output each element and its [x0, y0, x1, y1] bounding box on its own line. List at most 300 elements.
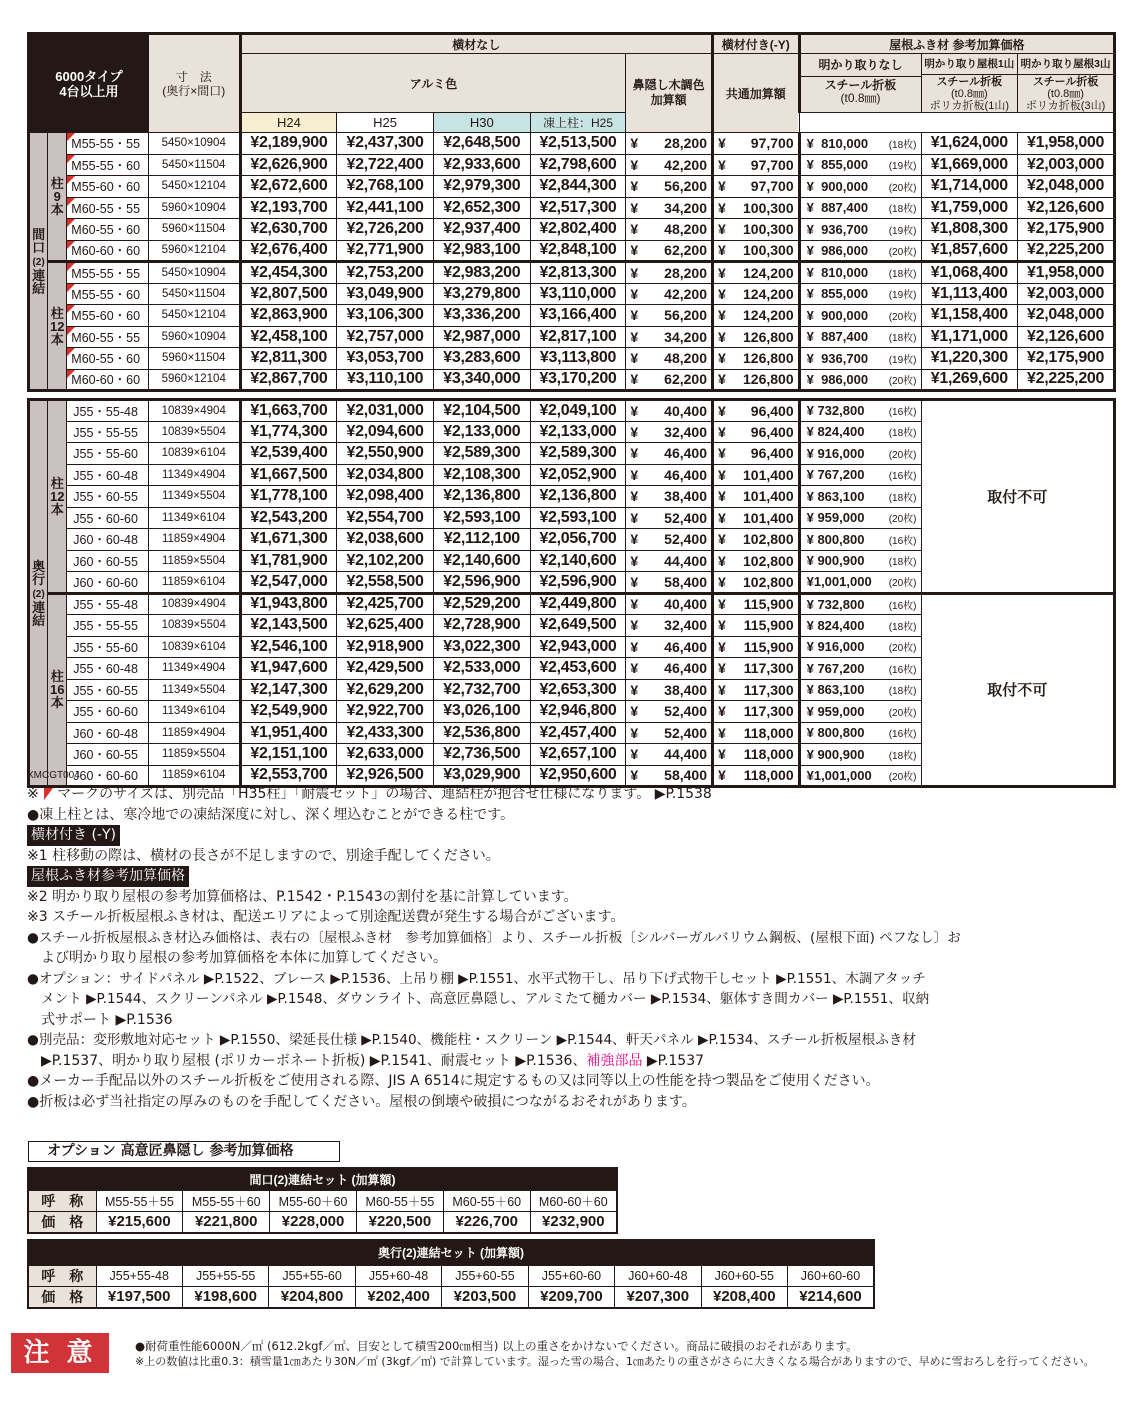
steel-roof-price: ¥ 767,200 (16枚)	[799, 658, 921, 680]
nose-cover-addition: ¥ 46,400	[626, 636, 713, 658]
nose-cover-addition: ¥ 48,200	[626, 219, 713, 241]
steel-roof-price: ¥ 887,400 (18枚)	[799, 326, 921, 348]
price-h24: ¥2,867,700	[240, 369, 337, 391]
model-name: M55-55・60	[67, 283, 149, 305]
option-model-name: M60-60＋60	[530, 1190, 617, 1211]
price-h30: ¥2,112,100	[433, 529, 530, 551]
model-name: M55-60・60	[67, 305, 149, 327]
steel-roof-price: ¥ 959,000 (20枚)	[799, 701, 921, 723]
dimension: 5450×12104	[148, 305, 240, 327]
steel-roof-price: ¥ 959,000 (20枚)	[799, 507, 921, 529]
steel-roof-price: ¥ 767,200 (16枚)	[799, 464, 921, 486]
price-h24: ¥2,458,100	[240, 326, 337, 348]
price-frost-post: ¥2,457,400	[530, 722, 626, 744]
skylight-3-price: ¥1,958,000	[1018, 133, 1115, 155]
option-model-name: M55-55＋60	[183, 1190, 270, 1211]
price-h24: ¥2,147,300	[240, 679, 337, 701]
price-h30: ¥2,728,900	[433, 615, 530, 637]
price-h30: ¥2,652,300	[433, 197, 530, 219]
skylight-3-price: ¥2,225,200	[1018, 240, 1115, 262]
steel-roof-price: ¥ 810,000 (18枚)	[799, 133, 921, 155]
option-price: ¥208,400	[701, 1286, 787, 1308]
table-row	[29, 326, 1115, 348]
dimension: 11859×6104	[148, 572, 240, 594]
price-frost-post: ¥3,166,400	[530, 305, 626, 327]
common-addition: ¥ 117,300	[712, 658, 799, 680]
skylight-3-price: ¥2,003,000	[1018, 154, 1115, 176]
dimension: 5450×12104	[148, 176, 240, 198]
model-name: M55-55・60	[67, 154, 149, 176]
skylight-1-price: ¥1,808,300	[921, 219, 1018, 241]
dimension: 11859×5504	[148, 550, 240, 572]
not-available-cell: 取付不可	[921, 400, 1115, 594]
option-title: オプション 高意匠鼻隠し 参考加算価格	[28, 1141, 340, 1162]
option-note: ●オプション：サイドパネル ▶P.1522、ブレース ▶P.1536、上吊り棚 ▶P.1551、水平式物干し、吊り下げ式物干しセット ▶P.1551、木調アタッチ	[27, 970, 926, 987]
dimension: 11859×6104	[148, 765, 240, 787]
caution-line-1: ●耐荷重性能6000N／㎡ (612.2kgf／㎡、目安として積雪200㎝相当) 以上の重さをかけないでください。商品に破損のおそれがあります。	[135, 1339, 858, 1353]
option-model-name: J60+60-60	[788, 1265, 875, 1286]
red-mark-icon	[44, 788, 53, 800]
note-1: ※1 柱移動の際は、横材の長さが不足しますので、別途手配してください。	[27, 847, 500, 864]
price-h24: ¥2,626,900	[240, 154, 337, 176]
table-code: XMCGT004	[27, 770, 80, 781]
option-model-name: J55+55-55	[182, 1265, 268, 1286]
nose-cover-header: 鼻隠し木調色 加算額	[626, 54, 713, 133]
depth-option-table	[27, 1239, 875, 1309]
separate-item-note: ●別売品：変形敷地対応セット ▶P.1550、梁延長仕様 ▶P.1540、機能柱・スクリーン ▶P.1544、軒天パネル ▶P.1534、スチール折板屋根ふき材	[27, 1032, 917, 1048]
steel-roof-price: ¥ 732,800 (16枚)	[799, 400, 921, 422]
price-h30: ¥2,987,000	[433, 326, 530, 348]
price-frost-post: ¥2,798,600	[530, 154, 626, 176]
label-price: 価 格	[28, 1286, 96, 1308]
price-h25: ¥2,429,500	[337, 658, 434, 680]
price-h24: ¥2,672,600	[240, 176, 337, 198]
skylight-1-price: ¥1,113,400	[921, 283, 1018, 305]
option-model-name: J60+60-55	[701, 1265, 787, 1286]
steel-roof-price: ¥ 810,000 (18枚)	[799, 262, 921, 284]
common-addition: ¥ 124,200	[712, 305, 799, 327]
steel-roof-price: ¥ 986,000 (20枚)	[799, 369, 921, 391]
price-frost-post: ¥3,110,000	[530, 283, 626, 305]
price-h30: ¥3,279,800	[433, 283, 530, 305]
steel-note: ●スチール折板屋根ふき材込み価格は、表右の〔屋根ふき材 参考加算価格〕より、スチール折板〔シルバーガルバリウム鋼板、(屋根下面) ペフなし〕お	[27, 929, 961, 946]
steel-roof-price: ¥ 824,400 (18枚)	[799, 615, 921, 637]
price-h25: ¥3,053,700	[337, 348, 434, 370]
skylight-1-price: ¥1,669,000	[921, 154, 1018, 176]
common-addition: ¥ 102,800	[712, 572, 799, 594]
model-name: M55-55・55	[67, 133, 149, 155]
common-addition: ¥ 96,400	[712, 443, 799, 465]
nose-cover-addition: ¥ 46,400	[626, 658, 713, 680]
skylight-1-price: ¥1,759,000	[921, 197, 1018, 219]
steel-roof-price: ¥ 863,100 (18枚)	[799, 486, 921, 508]
col-h24: H24	[240, 113, 337, 133]
price-frost-post: ¥2,596,900	[530, 572, 626, 594]
skylight-1-price: ¥1,857,600	[921, 240, 1018, 262]
dimension: 5960×12104	[148, 369, 240, 391]
option-model-name: J55+60-48	[355, 1265, 441, 1286]
post-count-label: 柱 16 本	[48, 593, 67, 787]
dimension: 11349×5504	[148, 486, 240, 508]
steel-note-cont: よび明かり取り屋根の参考加算価格を本体に加算してください。	[41, 950, 447, 966]
label-name: 呼 称	[28, 1265, 96, 1286]
option-price: ¥209,700	[528, 1286, 614, 1308]
nose-cover-addition: ¥ 40,400	[626, 593, 713, 615]
price-h24: ¥2,189,900	[240, 133, 337, 155]
skylight-1-price: ¥1,068,400	[921, 262, 1018, 284]
price-h25: ¥2,441,100	[337, 197, 434, 219]
dimension: 5960×10904	[148, 197, 240, 219]
nose-cover-addition: ¥ 28,200	[626, 133, 713, 155]
nose-cover-addition: ¥ 44,400	[626, 550, 713, 572]
price-frost-post: ¥2,052,900	[530, 464, 626, 486]
price-h25: ¥2,629,200	[337, 679, 434, 701]
price-h25: ¥2,094,600	[337, 421, 434, 443]
option-note-cont2: 式サポート ▶P.1536	[41, 1011, 173, 1028]
steel-roof-price: ¥ 900,900 (18枚)	[799, 744, 921, 766]
option-model-name: M60-55＋60	[443, 1190, 530, 1211]
price-h24: ¥1,781,900	[240, 550, 337, 572]
table-row	[29, 400, 1115, 422]
price-h24: ¥2,807,500	[240, 283, 337, 305]
mark-note: ※ マークのサイズは、別売品「H35柱」「耐震セット」の場合、連結柱が抱合せ仕様になります。 ▶P.1538	[27, 786, 712, 802]
price-h30: ¥2,140,600	[433, 550, 530, 572]
price-h30: ¥2,533,000	[433, 658, 530, 680]
group-with-crossbar: 横材付き(-Y)	[712, 34, 799, 54]
group-no-crossbar: 横材なし	[240, 34, 712, 54]
common-addition: ¥ 126,800	[712, 348, 799, 370]
option-price: ¥214,600	[788, 1286, 875, 1308]
thickness-note: ●折板は必ず当社指定の厚みのものを手配してください。屋根の倒壊や破損につながるおそれがあります。	[27, 1093, 696, 1110]
common-addition: ¥ 97,700	[712, 154, 799, 176]
table-row	[29, 154, 1115, 176]
skylight-1-price: ¥1,714,000	[921, 176, 1018, 198]
steel-roof-price: ¥ 800,800 (16枚)	[799, 529, 921, 551]
depth-option-title: 奥行(2)連結セット (加算額)	[28, 1240, 874, 1265]
model-name: M60-60・60	[67, 369, 149, 391]
crossbar-band: 横材付き (-Y)	[27, 825, 120, 846]
price-h25: ¥2,437,300	[337, 133, 434, 155]
price-h25: ¥2,722,400	[337, 154, 434, 176]
option-price: ¥226,700	[443, 1211, 530, 1233]
price-h24: ¥1,951,400	[240, 722, 337, 744]
table-row	[29, 133, 1115, 155]
frost-post-note: ●凍上柱とは、寒冷地での凍結深度に対し、深く埋込むことができる柱です。	[27, 806, 515, 823]
price-frost-post: ¥2,813,300	[530, 262, 626, 284]
price-h25: ¥2,550,900	[337, 443, 434, 465]
price-h30: ¥2,133,000	[433, 421, 530, 443]
maker-note: ●メーカー手配品以外のスチール折板をご使用される際、JIS A 6514に規定するもの又は同等以上の性能を持つ製品をご使用ください。	[27, 1073, 880, 1089]
price-h25: ¥2,038,600	[337, 529, 434, 551]
price-h25: ¥2,922,700	[337, 701, 434, 723]
skylight-3-price: ¥2,048,000	[1018, 305, 1115, 327]
dimension: 5450×11504	[148, 283, 240, 305]
price-h25: ¥2,034,800	[337, 464, 434, 486]
common-addition: ¥ 100,300	[712, 219, 799, 241]
common-addition: ¥ 97,700	[712, 176, 799, 198]
price-h24: ¥2,543,200	[240, 507, 337, 529]
nose-cover-addition: ¥ 52,400	[626, 722, 713, 744]
common-addition: ¥ 115,900	[712, 615, 799, 637]
model-name: J60・60-55	[67, 550, 149, 572]
common-addition: ¥ 118,000	[712, 744, 799, 766]
model-name: J55・55-48	[67, 400, 149, 422]
nose-cover-addition: ¥ 58,400	[626, 572, 713, 594]
nose-cover-addition: ¥ 38,400	[626, 486, 713, 508]
common-addition: ¥ 97,700	[712, 133, 799, 155]
model-name: M55-60・60	[67, 176, 149, 198]
price-h30: ¥3,340,000	[433, 369, 530, 391]
common-addition: ¥ 117,300	[712, 701, 799, 723]
dimension-header: 寸 法 (奥行×間口)	[148, 34, 240, 133]
common-addition: ¥ 124,200	[712, 262, 799, 284]
price-h25: ¥2,918,900	[337, 636, 434, 658]
col-h30: H30	[433, 113, 530, 133]
table-row	[29, 305, 1115, 327]
model-name: J55・55-60	[67, 443, 149, 465]
price-h30: ¥2,136,800	[433, 486, 530, 508]
price-h25: ¥2,633,000	[337, 744, 434, 766]
price-h30: ¥2,648,500	[433, 133, 530, 155]
price-h25: ¥2,726,200	[337, 219, 434, 241]
label-name: 呼 称	[28, 1190, 96, 1211]
common-addition: ¥ 126,800	[712, 369, 799, 391]
table-row	[29, 219, 1115, 241]
steel-roof-price: ¥ 936,700 (19枚)	[799, 219, 921, 241]
steel-roof-price: ¥ 887,400 (18枚)	[799, 197, 921, 219]
dimension: 5450×11504	[148, 154, 240, 176]
dimension: 5960×12104	[148, 240, 240, 262]
price-h30: ¥2,979,300	[433, 176, 530, 198]
skylight-1-price: ¥1,220,300	[921, 348, 1018, 370]
common-addition: ¥ 96,400	[712, 421, 799, 443]
price-h30: ¥2,108,300	[433, 464, 530, 486]
no-skylight-header: 明かり取りなし スチール折板 (t0.8㎜)	[799, 54, 921, 113]
price-h24: ¥2,143,500	[240, 615, 337, 637]
price-h24: ¥2,151,100	[240, 744, 337, 766]
model-name: M60-55・60	[67, 219, 149, 241]
steel-roof-price: ¥ 936,700 (19枚)	[799, 348, 921, 370]
dimension: 10839×6104	[148, 443, 240, 465]
common-addition: ¥ 102,800	[712, 529, 799, 551]
price-h25: ¥2,757,000	[337, 326, 434, 348]
price-h24: ¥2,547,000	[240, 572, 337, 594]
nose-cover-addition: ¥ 58,400	[626, 765, 713, 787]
price-h30: ¥2,736,500	[433, 744, 530, 766]
dimension: 11859×4904	[148, 529, 240, 551]
price-h24: ¥2,454,300	[240, 262, 337, 284]
model-name: M55-55・55	[67, 262, 149, 284]
nose-cover-addition: ¥ 46,400	[626, 443, 713, 465]
steel-roof-price: ¥ 824,400 (18枚)	[799, 421, 921, 443]
label-price: 価 格	[28, 1211, 96, 1233]
table-row	[29, 262, 1115, 284]
model-name: J55・60-48	[67, 658, 149, 680]
nose-cover-addition: ¥ 62,200	[626, 369, 713, 391]
steel-roof-price: ¥ 986,000 (20枚)	[799, 240, 921, 262]
alumi-color-header: アルミ色	[240, 54, 626, 113]
dimension: 11859×4904	[148, 722, 240, 744]
model-name: J60・60-48	[67, 529, 149, 551]
steel-roof-price: ¥ 855,000 (19枚)	[799, 283, 921, 305]
steel-roof-price: ¥ 900,000 (20枚)	[799, 176, 921, 198]
common-addition: ¥ 101,400	[712, 464, 799, 486]
price-h30: ¥2,732,700	[433, 679, 530, 701]
model-name: J55・55-60	[67, 636, 149, 658]
price-frost-post: ¥2,593,100	[530, 507, 626, 529]
common-addition: ¥ 124,200	[712, 283, 799, 305]
nose-cover-addition: ¥ 28,200	[626, 262, 713, 284]
price-h25: ¥3,049,900	[337, 283, 434, 305]
frontage-option-table	[27, 1167, 618, 1234]
option-price: ¥204,800	[269, 1286, 355, 1308]
model-name: J55・60-60	[67, 701, 149, 723]
option-model-name: J55+60-60	[528, 1265, 614, 1286]
dimension: 10839×4904	[148, 400, 240, 422]
price-frost-post: ¥2,449,800	[530, 593, 626, 615]
option-price: ¥198,600	[182, 1286, 268, 1308]
option-model-name: J55+55-60	[269, 1265, 355, 1286]
price-h24: ¥1,663,700	[240, 400, 337, 422]
price-h24: ¥2,553,700	[240, 765, 337, 787]
type-title: 6000タイプ 4台以上用	[29, 34, 149, 133]
price-h25: ¥2,753,200	[337, 262, 434, 284]
dimension: 11349×6104	[148, 701, 240, 723]
col-frost-post: 凍上柱：H25	[530, 113, 626, 133]
common-addition: ¥ 101,400	[712, 507, 799, 529]
common-addition: ¥ 101,400	[712, 486, 799, 508]
option-price: ¥202,400	[355, 1286, 441, 1308]
price-frost-post: ¥3,170,200	[530, 369, 626, 391]
frontage-option-title: 間口(2)連結セット (加算額)	[28, 1168, 617, 1190]
price-frost-post: ¥2,943,000	[530, 636, 626, 658]
skylight-1-price: ¥1,624,000	[921, 133, 1018, 155]
steel-roof-price: ¥ 863,100 (18枚)	[799, 679, 921, 701]
dimension: 10839×5504	[148, 421, 240, 443]
price-h30: ¥3,022,300	[433, 636, 530, 658]
price-frost-post: ¥2,950,600	[530, 765, 626, 787]
common-addition: ¥ 100,300	[712, 197, 799, 219]
option-note-cont1: メント ▶P.1544、スクリーンパネル ▶P.1548、ダウンライト、高意匠鼻隠し、アルミたて樋カバー ▶P.1534、躯体すき間カバー ▶P.1551、収納	[41, 991, 930, 1007]
price-h30: ¥3,029,900	[433, 765, 530, 787]
caution-line-2: ※上の数値は比重0.3：積雪量1㎝あたり30N／㎡ (3kgf／㎡) で計算しています。湿った雪の場合、1㎝あたりの重さがさらに大きくなる場合がありますので、早めに雪おろしを行ってください。	[135, 1355, 1095, 1368]
skylight-1-price: ¥1,171,000	[921, 326, 1018, 348]
steel-roof-price: ¥ 900,900 (18枚)	[799, 550, 921, 572]
price-frost-post: ¥2,140,600	[530, 550, 626, 572]
option-price: ¥207,300	[615, 1286, 701, 1308]
price-frost-post: ¥2,848,100	[530, 240, 626, 262]
price-h30: ¥2,104,500	[433, 400, 530, 422]
skylight-3-price: ¥2,048,000	[1018, 176, 1115, 198]
common-addition: ¥ 115,900	[712, 636, 799, 658]
price-h30: ¥2,596,900	[433, 572, 530, 594]
nose-cover-addition: ¥ 52,400	[626, 701, 713, 723]
common-addition: ¥ 115,900	[712, 593, 799, 615]
price-h24: ¥2,863,900	[240, 305, 337, 327]
price-frost-post: ¥2,049,100	[530, 400, 626, 422]
model-name: M60-55・60	[67, 348, 149, 370]
separate-item-note-cont: ▶P.1537、明かり取り屋根 (ポリカーボネート折板) ▶P.1541、耐震セット ▶P.1536、補強部品 ▶P.1537	[41, 1052, 705, 1069]
steel-roof-price: ¥ 916,000 (20枚)	[799, 636, 921, 658]
price-frost-post: ¥2,946,800	[530, 701, 626, 723]
model-name: M60-60・60	[67, 240, 149, 262]
price-h24: ¥2,676,400	[240, 240, 337, 262]
skylight-3-price: ¥2,126,600	[1018, 197, 1115, 219]
option-price: ¥197,500	[96, 1286, 182, 1308]
nose-cover-addition: ¥ 38,400	[626, 679, 713, 701]
nose-cover-addition: ¥ 52,400	[626, 529, 713, 551]
steel-roof-price: ¥1,001,000 (20枚)	[799, 765, 921, 787]
note-3: ※3 スチール折板屋根ふき材は、配送エリアによって別途配送費が発生する場合がございます。	[27, 909, 625, 925]
skylight-1-price: ¥1,158,400	[921, 305, 1018, 327]
option-model-name: M60-55＋55	[356, 1190, 443, 1211]
option-model-name: J55+60-55	[442, 1265, 528, 1286]
nose-cover-addition: ¥ 40,400	[626, 400, 713, 422]
model-name: J55・60-55	[67, 486, 149, 508]
steel-roof-price: ¥1,001,000 (20枚)	[799, 572, 921, 594]
common-addition: ¥ 117,300	[712, 679, 799, 701]
price-h25: ¥3,106,300	[337, 305, 434, 327]
nose-cover-addition: ¥ 62,200	[626, 240, 713, 262]
skylight-3-price: ¥2,175,900	[1018, 219, 1115, 241]
nose-cover-addition: ¥ 42,200	[626, 283, 713, 305]
price-table	[27, 32, 1116, 788]
dimension: 11349×4904	[148, 658, 240, 680]
price-frost-post: ¥2,653,300	[530, 679, 626, 701]
price-h24: ¥1,947,600	[240, 658, 337, 680]
depth-section	[29, 400, 1115, 787]
dimension: 10839×6104	[148, 636, 240, 658]
post-count-label: 柱 9 本	[48, 133, 67, 262]
price-h24: ¥2,811,300	[240, 348, 337, 370]
common-addition: ¥ 96,400	[712, 400, 799, 422]
model-name: J55・60-48	[67, 464, 149, 486]
caution-badge: 注 意	[11, 1333, 109, 1373]
reinforcement-parts-link[interactable]: 補強部品	[586, 1052, 643, 1069]
skylight-3-price: ¥2,225,200	[1018, 369, 1115, 391]
frontage-section	[29, 133, 1115, 391]
model-name: J55・55-55	[67, 615, 149, 637]
price-frost-post: ¥2,802,400	[530, 219, 626, 241]
price-h30: ¥2,983,200	[433, 262, 530, 284]
dimension: 10839×4904	[148, 593, 240, 615]
price-frost-post: ¥2,589,300	[530, 443, 626, 465]
common-addition: ¥ 126,800	[712, 326, 799, 348]
depth-label: 奥 行 (2) 連 結	[29, 400, 48, 787]
option-price: ¥203,500	[442, 1286, 528, 1308]
roof-price-band: 屋根ふき材参考加算価格	[27, 866, 189, 887]
steel-roof-price: ¥ 732,800 (16枚)	[799, 593, 921, 615]
nose-cover-addition: ¥ 34,200	[626, 197, 713, 219]
price-h30: ¥2,536,800	[433, 722, 530, 744]
dimension: 5960×10904	[148, 326, 240, 348]
steel-roof-price: ¥ 900,000 (20枚)	[799, 305, 921, 327]
option-price: ¥221,800	[183, 1211, 270, 1233]
price-h25: ¥2,558,500	[337, 572, 434, 594]
price-h24: ¥2,539,400	[240, 443, 337, 465]
model-name: J60・60-60	[67, 765, 149, 787]
nose-cover-addition: ¥ 32,400	[626, 615, 713, 637]
dimension: 11349×4904	[148, 464, 240, 486]
table-row	[29, 283, 1115, 305]
price-h30: ¥2,589,300	[433, 443, 530, 465]
model-name: J60・60-48	[67, 722, 149, 744]
price-h25: ¥2,554,700	[337, 507, 434, 529]
price-h24: ¥2,546,100	[240, 636, 337, 658]
table-row	[29, 240, 1115, 262]
common-addition: ¥ 100,300	[712, 240, 799, 262]
not-available-cell: 取付不可	[921, 593, 1115, 787]
